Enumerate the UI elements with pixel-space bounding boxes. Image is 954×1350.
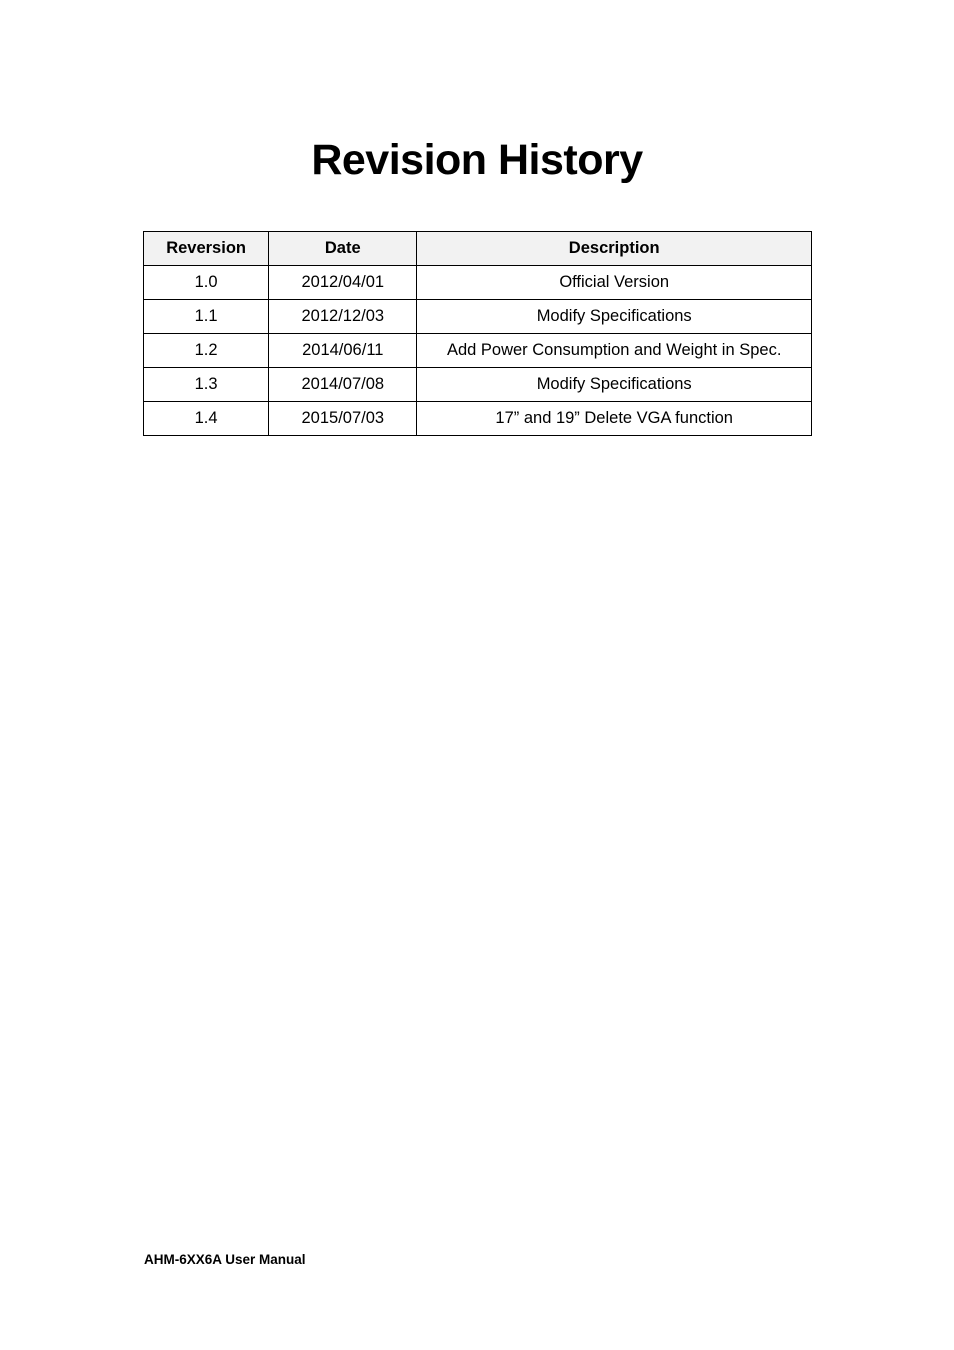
cell-reversion: 1.2 bbox=[144, 334, 269, 368]
header-description: Description bbox=[417, 232, 812, 266]
table-row bbox=[144, 300, 812, 334]
cell-description: Modify Specifications bbox=[417, 300, 812, 334]
cell-date: 2014/06/11 bbox=[269, 334, 417, 368]
page-title: Revision History bbox=[311, 136, 643, 184]
cell-reversion: 1.1 bbox=[144, 300, 269, 334]
cell-description: 17” and 19” Delete VGA function bbox=[417, 402, 812, 436]
cell-date: 2012/12/03 bbox=[269, 300, 417, 334]
revision-history-table bbox=[143, 231, 812, 436]
cell-description: Official Version bbox=[417, 266, 812, 300]
table-header-row bbox=[144, 232, 812, 266]
table-row bbox=[144, 402, 812, 436]
cell-date: 2014/07/08 bbox=[269, 368, 417, 402]
header-reversion: Reversion bbox=[144, 232, 269, 266]
cell-reversion: 1.0 bbox=[144, 266, 269, 300]
cell-reversion: 1.3 bbox=[144, 368, 269, 402]
cell-description: Add Power Consumption and Weight in Spec. bbox=[417, 334, 812, 368]
table-row bbox=[144, 334, 812, 368]
table-row bbox=[144, 368, 812, 402]
cell-reversion: 1.4 bbox=[144, 402, 269, 436]
cell-date: 2012/04/01 bbox=[269, 266, 417, 300]
cell-description: Modify Specifications bbox=[417, 368, 812, 402]
cell-date: 2015/07/03 bbox=[269, 402, 417, 436]
table-row bbox=[144, 266, 812, 300]
footer-manual-name: AHM-6XX6A User Manual bbox=[144, 1252, 306, 1267]
header-date: Date bbox=[269, 232, 417, 266]
